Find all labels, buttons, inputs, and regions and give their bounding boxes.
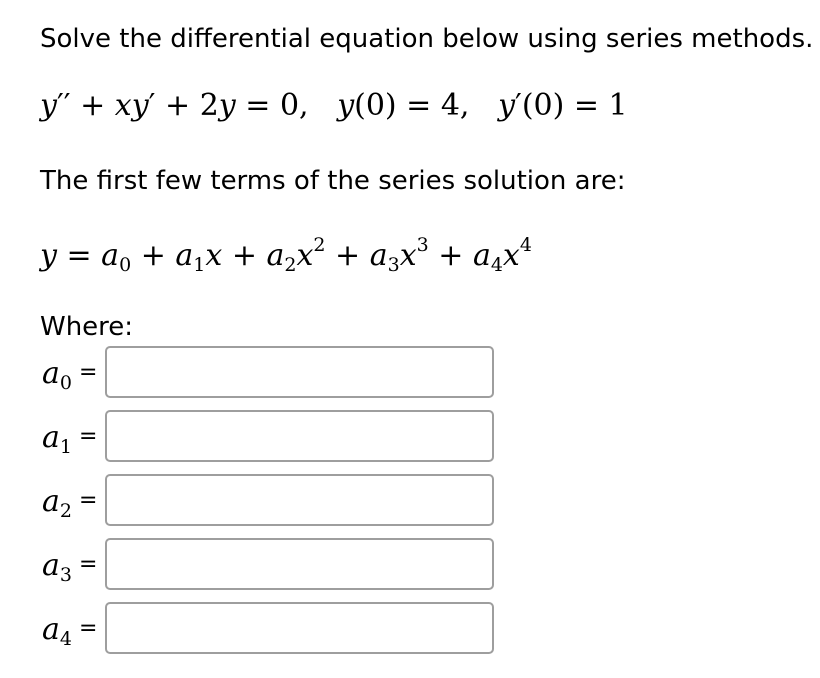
equals-sign: = [79, 488, 98, 513]
coefficient-row-a1 [40, 410, 500, 468]
series-formula: $y = a_0 + a_1x + a_2x^2 + a_3x^3 + a_4x^4$ [40, 234, 532, 276]
differential-equation: y′′ + xy′ + 2y = 0, y(0) = 4, y′(0) = 1 [40, 88, 628, 123]
answer-input-a3[interactable] [105, 538, 494, 590]
equals-sign: = [79, 424, 98, 449]
coefficient-row-a2 [40, 474, 500, 532]
answer-input-a2[interactable] [105, 474, 494, 526]
coefficient-label-a4: $a_4$ [42, 612, 72, 650]
answer-input-a4[interactable] [105, 602, 494, 654]
coefficient-label-a2: $a_2$ [42, 484, 72, 522]
equals-sign: = [79, 360, 98, 385]
series-intro-text: The first few terms of the series solution are: [40, 166, 626, 196]
coefficient-label-a3: $a_3$ [42, 548, 72, 586]
question-prompt: Solve the differential equation below using series methods. [40, 24, 814, 54]
coefficient-row-a0 [40, 346, 500, 404]
coefficient-label-a1: $a_1$ [42, 420, 72, 458]
coefficient-row-a3 [40, 538, 500, 596]
answer-input-a1[interactable] [105, 410, 494, 462]
answer-input-a0[interactable] [105, 346, 494, 398]
equals-sign: = [79, 552, 98, 577]
where-label: Where: [40, 312, 134, 342]
coefficient-row-a4 [40, 602, 500, 660]
equals-sign: = [79, 616, 98, 641]
coefficient-label-a0: $a_0$ [42, 356, 72, 394]
